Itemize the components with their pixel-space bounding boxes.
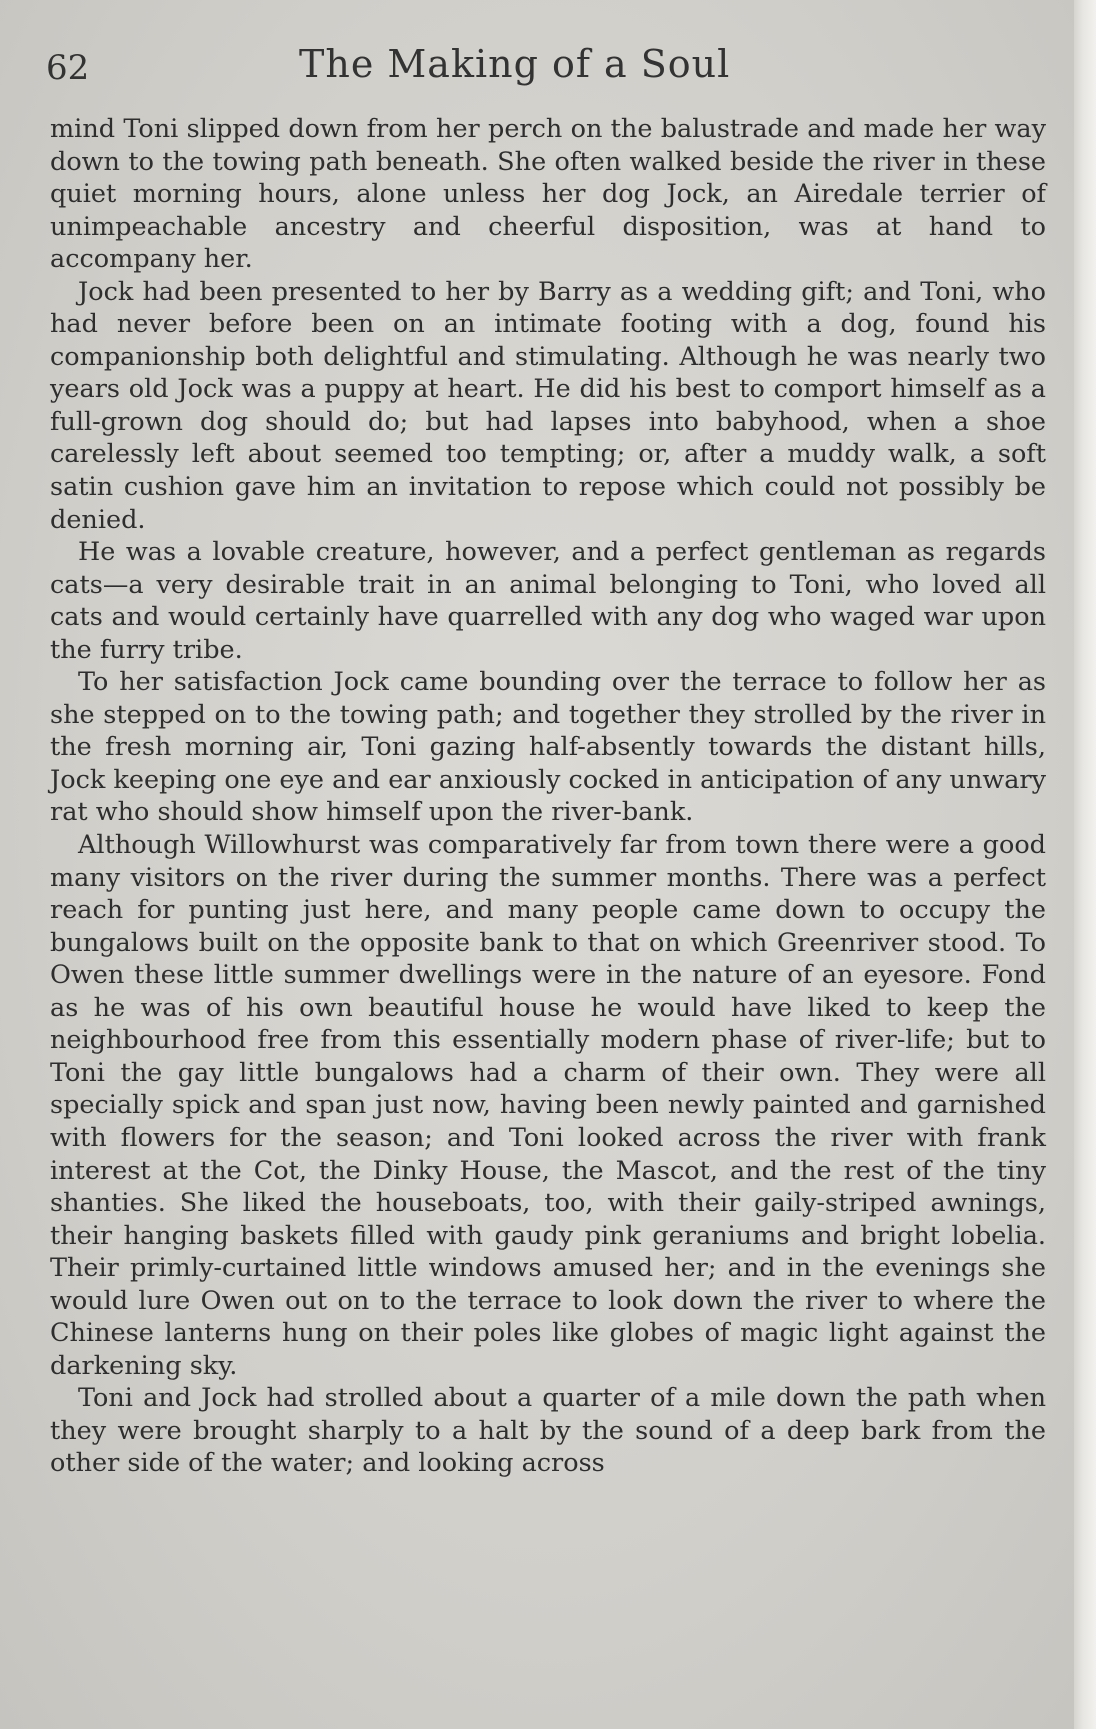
paragraph-2: Jock had been presented to her by Barry as a wedding gift; and Toni, who had never before been on an intimate footing with a dog, found his companionship both delightful and stimulating. Although he was nearly two years old Jock was a puppy at heart. He did his best to comport himself as a full-grown dog should do; but had lapses into babyhood, when a shoe carelessly left about seemed too tempting; or, after a muddy walk, a soft satin cushion gave him an invitation to repose which could not possibly be denied. [50,276,1046,535]
paragraph-5: Although Willowhurst was comparatively far from town there were a good many visitors on the river during the summer months. There was a perfect reach for punting just here, and many people came down to occupy the bungalows built on the opposite bank to that on which Greenriver stood. To Owen these little summer dwellings were in the nature of an eyesore. Fond as he was of his own beautiful house he would have liked to keep the neighbourhood free from this essentially modern phase of river-life; but to Toni the gay little bungalows had a charm of their own. They were all specially spick and span just now, having been newly painted and garnished with flowers for the season; and Toni looked across the river with frank interest at the Cot, the Dinky House, the Mascot, and the rest of the tiny shanties. She liked the houseboats, too, with their gaily-striped awnings, their hanging baskets filled with gaudy pink geraniums and bright lobelia. Their primly-curtained little windows amused her; and in the evenings she would lure Owen out on to the terrace to look down the river to where the Chinese lanterns hung on their poles like globes of magic light against the darkening sky. [50,830,1046,1381]
body-text [50,113,1046,1480]
paragraph-4: To her satisfaction Jock came bounding over the terrace to follow her as she stepped on to the towing path; and together they strolled by the river in the fresh morning air, Toni gazing half-absently towards the distant hills, Jock keeping one eye and ear anxiously cocked in anticipation of any unwary rat who should show himself upon the river-bank. [50,667,1046,828]
paragraph-3: He was a lovable creature, however, and a perfect gentleman as regards cats—a very desirable trait in an animal belonging to Toni, who loved all cats and would certainly have quarrelled with any dog who waged war upon the furry tribe. [50,537,1046,665]
page-edge [1074,0,1096,1729]
running-head [46,42,1046,102]
book-title: The Making of a Soul [299,42,731,86]
paragraph-6: Toni and Jock had strolled about a quarter of a mile down the path when they were brought sharply to a halt by the sound of a deep bark from the other side of the water; and looking across [50,1383,1046,1479]
paragraph-1: mind Toni slipped down from her perch on the balustrade and made her way down to the towing path beneath. She often walked beside the river in these quiet morning hours, alone unless her dog Jock, an Airedale terrier of unimpeachable ancestry and cheerful disposition, was at hand to accompany her. [50,114,1046,275]
page-number: 62 [46,48,90,88]
